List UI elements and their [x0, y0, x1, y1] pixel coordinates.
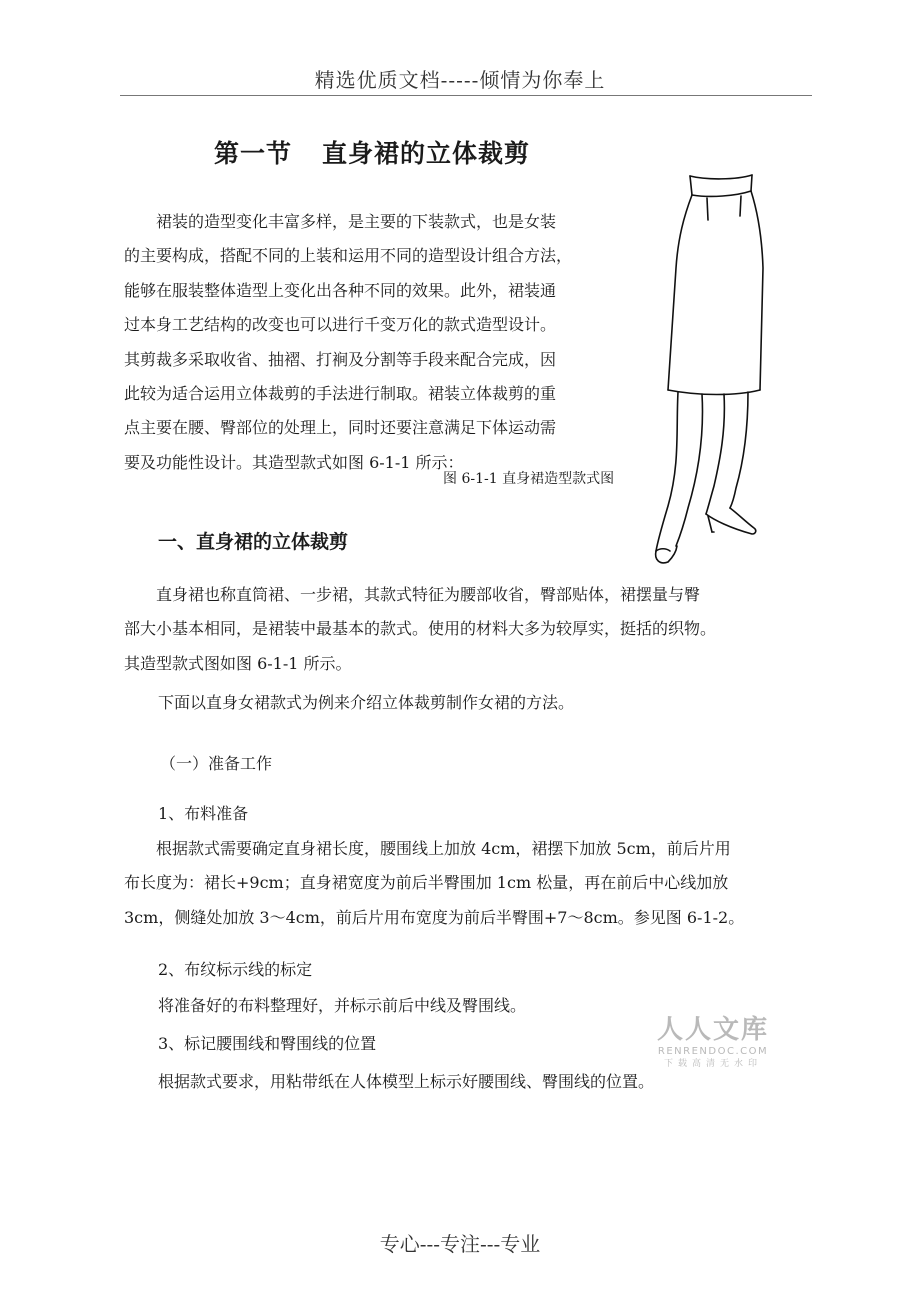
- paragraph-line: 部大小基本相同，是裙装中最基本的款式。使用的材料大多为较厚实，挺括的织物。: [124, 619, 717, 639]
- item-text: 根据款式要求，用粘带纸在人体模型上标示好腰围线、臀围线的位置。: [158, 1072, 655, 1091]
- watermark: [648, 1015, 778, 1070]
- watermark-logo: 人人文库: [656, 1015, 769, 1045]
- intro-paragraph: [124, 205, 638, 480]
- page-footer: 专心---专注---专业: [379, 1232, 541, 1256]
- intro-line: 点主要在腰、臀部位的处理上，同时还要注意满足下体运动需: [124, 418, 557, 438]
- intro-line: 裙装的造型变化丰富多样，是主要的下装款式，也是女装: [124, 212, 557, 231]
- item-title: 1、布料准备: [158, 804, 249, 823]
- section-number: 第一节: [214, 139, 293, 168]
- paragraph-line: 其造型款式图如图 6-1-1 所示。: [124, 653, 352, 673]
- section-paragraph: [124, 578, 804, 681]
- item-title: 3、标记腰围线和臀围线的位置: [158, 1034, 377, 1053]
- intro-line: 此较为适合运用立体裁剪的手法进行制取。裙装立体裁剪的重: [124, 384, 557, 404]
- subsection-heading: （一）准备工作: [160, 754, 273, 773]
- intro-line: 能够在服装整体造型上变化出各种不同的效果。此外，裙装通: [124, 280, 557, 300]
- intro-line: 的主要构成，搭配不同的上装和运用不同的造型设计组合方法，: [124, 246, 573, 266]
- section-heading: 一、直身裙的立体裁剪: [158, 531, 349, 553]
- figure-caption: 图 6-1-1 直身裙造型款式图: [443, 471, 615, 487]
- skirt-illustration: [644, 168, 764, 568]
- item-text: 将准备好的布料整理好，并标示前后中线及臀围线。: [158, 996, 527, 1015]
- page-header: 精选优质文档-----倾情为你奉上: [314, 68, 606, 92]
- section-title: [214, 134, 530, 170]
- intro-method-line: 下面以直身女裙款式为例来介绍立体裁剪制作女裙的方法。: [158, 693, 575, 712]
- header-divider: [120, 95, 812, 96]
- paragraph-line: 布长度为：裙长+9cm；直身裙宽度为前后半臀围加 1cm 松量，再在前后中心线加放: [124, 873, 729, 893]
- paragraph-line: 3cm，侧缝处加放 3～4cm，前后片用布宽度为前后半臀围+7～8cm。参见图 6-1-2。: [124, 907, 745, 927]
- intro-line: 其剪裁多采取收省、抽褶、打裥及分割等手段来配合完成，因: [124, 349, 557, 369]
- section-title-text: 直身裙的立体裁剪: [322, 139, 531, 168]
- watermark-note: 下载高清无水印: [663, 1059, 762, 1069]
- item-paragraph: [124, 832, 804, 935]
- intro-line: 过本身工艺结构的改变也可以进行千变万化的款式造型设计。: [124, 315, 557, 335]
- item-title: 2、布纹标示线的标定: [158, 960, 313, 979]
- watermark-domain: RENRENDOC.COM: [657, 1046, 769, 1057]
- paragraph-line: 根据款式需要确定直身裙长度，腰围线上加放 4cm，裙摆下加放 5cm，前后片用: [156, 839, 731, 858]
- intro-line: 要及功能性设计。其造型款式如图 6-1-1 所示：: [124, 452, 464, 472]
- paragraph-line: 直身裙也称直筒裙、一步裙，其款式特征为腰部收省，臀部贴体，裙摆量与臀: [124, 585, 701, 604]
